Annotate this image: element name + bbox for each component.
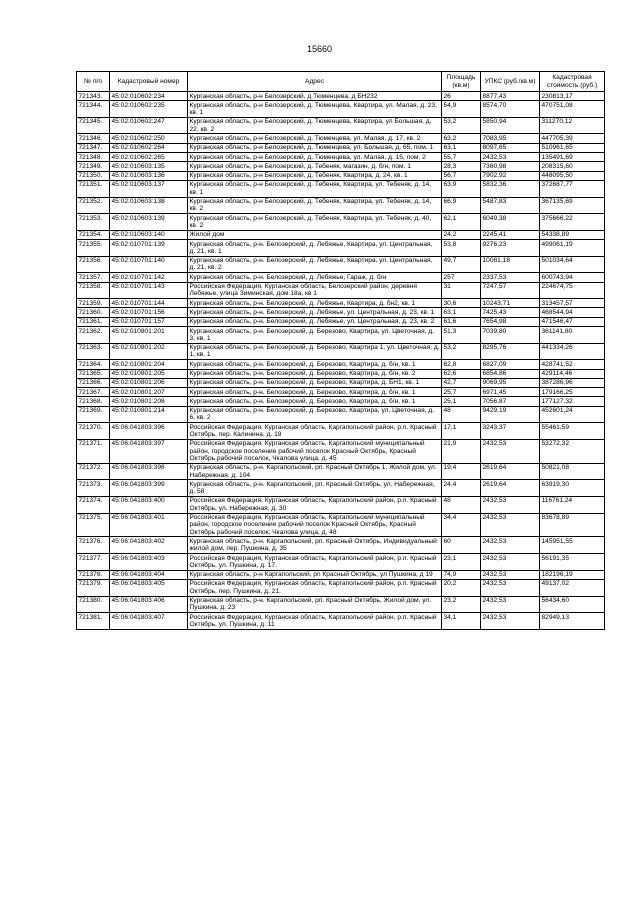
table-row (77, 92, 605, 101)
cadastral-cost-cell: 367135,69 (540, 197, 605, 214)
upks-cell: 2432,53 (481, 570, 540, 579)
table-row (77, 256, 605, 273)
area-cell: 63,1 (442, 308, 481, 317)
cadastral-number-cell: 45:02:010602:250 (110, 134, 188, 143)
row-number-cell: 721357. (77, 273, 110, 282)
table-row (77, 596, 605, 613)
row-number-cell: 721351. (77, 180, 110, 197)
address-cell: Курганская область, р-н Белозерский, д. Тебеняк, Квартира, ул. Тебеняк, д. 14, кв. 2 (188, 197, 442, 214)
table-row (77, 171, 605, 180)
cadastral-number-cell: 45:02:010603:135 (110, 162, 188, 171)
table-row (77, 496, 605, 513)
cadastral-cost-cell: 600743,94 (540, 273, 605, 282)
upks-cell: 8097,65 (481, 143, 540, 152)
address-cell: Курганская область, р-н Белозерский, д. Тебеняк, Квартира, ул. Тебеняк, д. 14, кв. 1 (188, 180, 442, 197)
address-cell: Курганская область, р-н. Белозерский, д. Лебяжье, ул. Центральная, д. 23, кв. 1 (188, 308, 442, 317)
row-number-cell: 721348. (77, 153, 110, 162)
address-cell: Курганская область, р-н. Каргапольский, рп. Красный Октябрь 1, Жилой дом, ул. Набережная, д. 104 (188, 463, 442, 480)
address-cell: Курганская область, р-н. Каргапольский, рп. Красный Октябрь, ул. Набережная, д. 58 (188, 480, 442, 497)
row-number-cell: 721358. (77, 282, 110, 299)
row-number-cell: 721345. (77, 117, 110, 134)
cadastral-number-cell: 45:06:041803:399 (110, 480, 188, 497)
cadastral-number-cell: 45:02:010602:247 (110, 117, 188, 134)
row-number-cell: 721378. (77, 570, 110, 579)
table-row (77, 537, 605, 554)
cadastral-number-cell: 45:02:010701:143 (110, 282, 188, 299)
area-cell: 61,6 (442, 317, 481, 326)
upks-cell: 5832,36 (481, 180, 540, 197)
table-row (77, 162, 605, 171)
table-row (77, 406, 605, 423)
address-cell: Курганская область, р-н. Белозерский, д. Березово, Квартира, ул. Цветочная, д. 3, кв. 1 (188, 327, 442, 344)
cadastral-cost-cell: 428741,52 (540, 360, 605, 369)
area-cell: 53,2 (442, 117, 481, 134)
upks-cell: 7654,98 (481, 317, 540, 326)
cadastral-number-cell: 45:02:010701:139 (110, 240, 188, 257)
address-cell: Российская Федерация, Курганская область, Каргапольский муниципальный район, городское поселение рабочий поселок Красный Октябрь, Красный Октябрь рабочий поселок, Чкалова улица, д. 45 (188, 439, 442, 463)
table-row (77, 282, 605, 299)
cadastral-number-cell: 45:02:010603:137 (110, 180, 188, 197)
cadastral-cost-cell: 499061,19 (540, 240, 605, 257)
row-number-cell: 721356. (77, 256, 110, 273)
row-number-cell: 721360. (77, 308, 110, 317)
address-cell: Курганская область, р-н. Белозерский, д. Березово, Квартира, д. б/н, кв. 1 (188, 360, 442, 369)
header-row (77, 72, 605, 92)
upks-cell: 2432,53 (481, 439, 540, 463)
table-row (77, 480, 605, 497)
table-row (77, 327, 605, 344)
address-cell: Курганская область, р-н Белозерский, д. Тюменцева, ул. Малая, д. 17, кв. 2 (188, 134, 442, 143)
cadastral-number-cell: 45:02:010603:140 (110, 230, 188, 239)
table-row (77, 299, 605, 308)
row-number-cell: 721359. (77, 299, 110, 308)
cadastral-number-cell: 45:06:041803:396 (110, 423, 188, 440)
cadastral-cost-cell: 63919,30 (540, 480, 605, 497)
address-cell: Курганская область, р-н Белозерский, д. Тюменцева, ул. Малая, д. 15, пом. 2 (188, 153, 442, 162)
row-number-cell: 721344. (77, 101, 110, 118)
table-row (77, 388, 605, 397)
cadastral-number-cell: 45:02:010801:202 (110, 343, 188, 360)
row-number-cell: 721376. (77, 537, 110, 554)
row-number-cell: 721366. (77, 378, 110, 387)
area-cell: 25,7 (442, 388, 481, 397)
cadastral-cost-cell: 468544,94 (540, 308, 605, 317)
cadastral-number-cell: 45:02:010801:214 (110, 406, 188, 423)
upks-cell: 7902,92 (481, 171, 540, 180)
row-number-cell: 721354. (77, 230, 110, 239)
row-number-cell: 721361. (77, 317, 110, 326)
cadastral-number-cell: 45:02:010602:234 (110, 92, 188, 101)
area-cell: 17,1 (442, 423, 481, 440)
cadastral-cost-cell: 448095,50 (540, 171, 605, 180)
table-body (77, 92, 605, 630)
address-cell: Курганская область, р-н. Белозерский, д. Лебяжье, Квартира, ул. Центральная, д. 21, кв. 2 (188, 256, 442, 273)
upks-cell: 7360,98 (481, 162, 540, 171)
table-row (77, 378, 605, 387)
upks-cell: 2432,53 (481, 537, 540, 554)
header-area: Площадь (кв.м) (442, 72, 481, 92)
cadastral-number-cell: 45:02:010801:205 (110, 369, 188, 378)
cadastral-cost-cell: 224674,75 (540, 282, 605, 299)
area-cell: 56,7 (442, 171, 481, 180)
table-row (77, 570, 605, 579)
table-row (77, 343, 605, 360)
row-number-cell: 721380. (77, 596, 110, 613)
address-cell: Курганская область, р-н Белозерский, д Тюменцева, д БН232 (188, 92, 442, 101)
row-number-cell: 721350. (77, 171, 110, 180)
upks-cell: 7039,80 (481, 327, 540, 344)
area-cell: 54,9 (442, 101, 481, 118)
address-cell: Курганская область, р-н. Каргапольский, рп. Красный Октябрь, Жилой дом, ул. Пушкина, д. 23 (188, 596, 442, 613)
row-number-cell: 721346. (77, 134, 110, 143)
cadastral-number-cell: 45:02:010701:156 (110, 308, 188, 317)
table-row (77, 117, 605, 134)
cadastral-cost-cell: 375666,22 (540, 214, 605, 231)
upks-cell: 7056,87 (481, 397, 540, 406)
area-cell: 24,4 (442, 480, 481, 497)
address-cell: Курганская область, р-н. Белозерский, д. Березово, Квартира, д. б/н, кв. 1 (188, 397, 442, 406)
upks-cell: 2432,53 (481, 596, 540, 613)
cadastral-cost-cell: 501034,64 (540, 256, 605, 273)
area-cell: 62,1 (442, 214, 481, 231)
address-cell: Курганская область, р-н Белозерский, д. Тюменцева, ул. Большая, д. 65, пом. 1 (188, 143, 442, 152)
header-num: № п/п (77, 72, 110, 92)
table-row (77, 143, 605, 152)
area-cell: 60 (442, 537, 481, 554)
row-number-cell: 721363. (77, 343, 110, 360)
upks-cell: 9069,95 (481, 378, 540, 387)
cadastral-number-cell: 45:06:041803:404 (110, 570, 188, 579)
table-row (77, 613, 605, 630)
cadastral-number-cell: 45:02:010801:207 (110, 388, 188, 397)
cadastral-number-cell: 45:02:010801:206 (110, 378, 188, 387)
table-row (77, 240, 605, 257)
area-cell: 48 (442, 496, 481, 513)
address-cell: Курганская область, р-н. Белозерский, д. Березово, Квартира, д. б/н, кв. 2 (188, 369, 442, 378)
cadastral-cost-cell: 49137,02 (540, 579, 605, 596)
cadastral-cost-cell: 135491,69 (540, 153, 605, 162)
table-row (77, 579, 605, 596)
table-row (77, 360, 605, 369)
upks-cell: 6971,45 (481, 388, 540, 397)
cadastral-cost-cell: 372687,77 (540, 180, 605, 197)
row-number-cell: 721372. (77, 463, 110, 480)
table-row (77, 397, 605, 406)
area-cell: 19,4 (442, 463, 481, 480)
address-cell: Курганская область, р-н. Белозерский, д. Лебяжье, Квартира, д. бн2, кв. 1 (188, 299, 442, 308)
header-upks: УПКС (руб./кв.м) (481, 72, 540, 92)
upks-cell: 2432,53 (481, 496, 540, 513)
table-row (77, 463, 605, 480)
table-row (77, 273, 605, 282)
cadastral-number-cell: 45:02:010603:138 (110, 197, 188, 214)
table-row (77, 513, 605, 537)
upks-cell: 2337,53 (481, 273, 540, 282)
area-cell: 55,7 (442, 153, 481, 162)
table-row (77, 180, 605, 197)
upks-cell: 10081,18 (481, 256, 540, 273)
area-cell: 66,9 (442, 197, 481, 214)
upks-cell: 2619,64 (481, 463, 540, 480)
row-number-cell: 721347. (77, 143, 110, 152)
address-cell: Курганская область, р-н Белозерский, д. Тюменцева, Квартира, ул. Малая, д. 23, кв. 1 (188, 101, 442, 118)
cadastral-number-cell: 45:02:010701:142 (110, 273, 188, 282)
area-cell: 23,2 (442, 596, 481, 613)
area-cell: 51,3 (442, 327, 481, 344)
upks-cell: 8574,70 (481, 101, 540, 118)
upks-cell: 2432,53 (481, 513, 540, 537)
area-cell: 49,7 (442, 256, 481, 273)
upks-cell: 6827,09 (481, 360, 540, 369)
cadastral-cost-cell: 471546,47 (540, 317, 605, 326)
table-row (77, 369, 605, 378)
cadastral-cost-cell: 361141,80 (540, 327, 605, 344)
page-number: 15660 (306, 44, 333, 54)
address-cell: Курганская область, р-н Белозерский, д. Тебеняк, магазин, д. б/н, пом. 1 (188, 162, 442, 171)
row-number-cell: 721352. (77, 197, 110, 214)
row-number-cell: 721343. (77, 92, 110, 101)
cadastral-cost-cell: 83678,89 (540, 513, 605, 537)
row-number-cell: 721377. (77, 554, 110, 571)
address-cell: Курганская область, р-н Белозерский, д. Тебеняк, Квартира, ул. Тебеняк, д. 40, кв. 2 (188, 214, 442, 231)
area-cell: 63,9 (442, 180, 481, 197)
row-number-cell: 721379. (77, 579, 110, 596)
cadastral-value-table (76, 71, 605, 630)
upks-cell: 9429,19 (481, 406, 540, 423)
cadastral-cost-cell: 470751,08 (540, 101, 605, 118)
table-row (77, 197, 605, 214)
address-cell: Курганская область, р-н. Белозерский, д. Березово, Квартира, д. БН1, кв. 1 (188, 378, 442, 387)
table-row (77, 308, 605, 317)
area-cell: 42,7 (442, 378, 481, 387)
cadastral-number-cell: 45:02:010701:144 (110, 299, 188, 308)
header-cadastral-number: Кадастровый номер (110, 72, 188, 92)
cadastral-number-cell: 45:06:041803:400 (110, 496, 188, 513)
area-cell: 53,8 (442, 240, 481, 257)
cadastral-cost-cell: 311270,12 (540, 117, 605, 134)
area-cell: 26 (442, 92, 481, 101)
upks-cell: 9276,23 (481, 240, 540, 257)
address-cell: Курганская область, р-н. Белозерский, д. Березово, Квартира, ул. Цветочная, д. 6, кв. 2 (188, 406, 442, 423)
cadastral-number-cell: 45:06:041803:398 (110, 463, 188, 480)
address-cell: Курганская область, р-н Белозерский, д. Тебеняк, Квартира, д. 24, кв. 1 (188, 171, 442, 180)
upks-cell: 2432,53 (481, 579, 540, 596)
table-row (77, 134, 605, 143)
cadastral-number-cell: 45:06:041803:403 (110, 554, 188, 571)
row-number-cell: 721373. (77, 480, 110, 497)
upks-cell: 7247,57 (481, 282, 540, 299)
area-cell: 20,2 (442, 579, 481, 596)
row-number-cell: 721375. (77, 513, 110, 537)
cadastral-number-cell: 45:02:010602:235 (110, 101, 188, 118)
table-header (77, 72, 605, 92)
area-cell: 34,1 (442, 613, 481, 630)
upks-cell: 3243,37 (481, 423, 540, 440)
cadastral-number-cell: 45:02:010602:264 (110, 143, 188, 152)
upks-cell: 5487,83 (481, 197, 540, 214)
address-cell: Российская Федерация, Курганская область, Каргапольский муниципальный район, городское поселение рабочий поселок Красный Октябрь, Красный Октябрь рабочий поселок, Чкалова улица, д. 48 (188, 513, 442, 537)
area-cell: 62,6 (442, 369, 481, 378)
upks-cell: 8295,76 (481, 343, 540, 360)
row-number-cell: 721364. (77, 360, 110, 369)
area-cell: 34,4 (442, 513, 481, 537)
upks-cell: 6049,38 (481, 214, 540, 231)
cadastral-number-cell: 45:02:010603:139 (110, 214, 188, 231)
row-number-cell: 721371. (77, 439, 110, 463)
cadastral-cost-cell: 145951,55 (540, 537, 605, 554)
table-row (77, 101, 605, 118)
address-cell: Курганская область, р-н Каргапольский, рп Красный Октябрь, ул Пушкина, д 19 (188, 570, 442, 579)
address-cell: Российская Федерация, Курганская область, Каргапольский район, р.п. Красный Октябрь, пер. Калинина, д. 19 (188, 423, 442, 440)
cadastral-cost-cell: 447705,39 (540, 134, 605, 143)
address-cell: Российская Федерация, Курганская область, Каргапольский район, р.п. Красный Октябрь, ул. Набережная, д. 30 (188, 496, 442, 513)
area-cell: 23,1 (442, 554, 481, 571)
upks-cell: 10243,71 (481, 299, 540, 308)
address-cell: Жилой дом (188, 230, 442, 239)
cadastral-number-cell: 45:06:041803:405 (110, 579, 188, 596)
table-row (77, 423, 605, 440)
cadastral-number-cell: 45:02:010801:204 (110, 360, 188, 369)
cadastral-cost-cell: 230813,17 (540, 92, 605, 101)
area-cell: 63,2 (442, 134, 481, 143)
cadastral-cost-cell: 313457,57 (540, 299, 605, 308)
address-cell: Курганская область, р-н. Каргапольский, рп. Красный Октябрь, Индивидуальный жилой дом, пер. Пушкина, д. 35 (188, 537, 442, 554)
upks-cell: 2245,41 (481, 230, 540, 239)
upks-cell: 7083,95 (481, 134, 540, 143)
cadastral-cost-cell: 177127,32 (540, 397, 605, 406)
row-number-cell: 721368. (77, 397, 110, 406)
area-cell: 257 (442, 273, 481, 282)
cadastral-cost-cell: 55461,59 (540, 423, 605, 440)
cadastral-cost-cell: 510961,65 (540, 143, 605, 152)
cadastral-cost-cell: 208315,60 (540, 162, 605, 171)
cadastral-number-cell: 45:02:010801:201 (110, 327, 188, 344)
upks-cell: 7425,43 (481, 308, 540, 317)
table-row (77, 153, 605, 162)
upks-cell: 2432,53 (481, 153, 540, 162)
cadastral-cost-cell: 441334,26 (540, 343, 605, 360)
cadastral-cost-cell: 53272,32 (540, 439, 605, 463)
table-row (77, 214, 605, 231)
table-row (77, 230, 605, 239)
upks-cell: 6854,86 (481, 369, 540, 378)
address-cell: Российская Федерация, Курганская область, Белозерский район, деревня Лебяжье, улица Зиминская, дом 18а, кв 1 (188, 282, 442, 299)
row-number-cell: 721362. (77, 327, 110, 344)
cadastral-number-cell: 45:06:041803:407 (110, 613, 188, 630)
address-cell: Российская Федерация, Курганская область, Каргапольский район, р.п. Красный Октябрь, ул. Пушкина, д. 11 (188, 613, 442, 630)
header-address: Адрес (188, 72, 442, 92)
cadastral-cost-cell: 116761,24 (540, 496, 605, 513)
address-cell: Курганская область, р-н. Белозерский, д. Лебяжье, Квартира, ул. Центральная, д. 21, кв. 1 (188, 240, 442, 257)
cadastral-number-cell: 45:06:041803:397 (110, 439, 188, 463)
area-cell: 53,2 (442, 343, 481, 360)
row-number-cell: 721365. (77, 369, 110, 378)
cadastral-cost-cell: 387286,96 (540, 378, 605, 387)
row-number-cell: 721349. (77, 162, 110, 171)
cadastral-number-cell: 45:02:010801:208 (110, 397, 188, 406)
table-row (77, 317, 605, 326)
row-number-cell: 721353. (77, 214, 110, 231)
address-cell: Курганская область, р-н. Белозерский, д. Лебяжье, Гараж, д. б/н (188, 273, 442, 282)
upks-cell: 2432,53 (481, 554, 540, 571)
area-cell: 74,9 (442, 570, 481, 579)
cadastral-cost-cell: 82949,13 (540, 613, 605, 630)
upks-cell: 2432,53 (481, 613, 540, 630)
header-cadastral-cost: Кадастровая стоимость (руб.) (540, 72, 605, 92)
row-number-cell: 721355. (77, 240, 110, 257)
table-row (77, 554, 605, 571)
cadastral-number-cell: 45:02:010602:265 (110, 153, 188, 162)
upks-cell: 8877,43 (481, 92, 540, 101)
cadastral-cost-cell: 452601,24 (540, 406, 605, 423)
area-cell: 24,2 (442, 230, 481, 239)
address-cell: Курганская область, р-н. Белозерский, д. Березово, Квартира 1, ул. Цветочная, д. 1, кв. 1 (189, 344, 440, 359)
cadastral-cost-cell: 56434,60 (540, 596, 605, 613)
area-cell: 63,1 (442, 143, 481, 152)
upks-cell: 5850,94 (481, 117, 540, 134)
table-row (77, 439, 605, 463)
area-cell: 48 (442, 406, 481, 423)
area-cell: 25,1 (442, 397, 481, 406)
cadastral-cost-cell: 56191,35 (540, 554, 605, 571)
cadastral-number-cell: 45:06:041803:406 (110, 596, 188, 613)
row-number-cell: 721369. (77, 406, 110, 423)
area-cell: 62,8 (442, 360, 481, 369)
cadastral-cost-cell: 54338,89 (540, 230, 605, 239)
row-number-cell: 721370. (77, 423, 110, 440)
address-cell: Российская Федерация, Курганская область, Каргапольский район, р.п. Красный Октябрь, пер. Пушкина, д. 21. (188, 579, 442, 596)
cadastral-cost-cell: 429114,46 (540, 369, 605, 378)
cadastral-number-cell: 45:02:010603:136 (110, 171, 188, 180)
row-number-cell: 721374. (77, 496, 110, 513)
area-cell: 30,6 (442, 299, 481, 308)
cadastral-number-cell: 45:02:010701:157 (110, 317, 188, 326)
address-cell: Курганская область, р-н. Белозерский, д. Лебяжье, ул. Центральная, д. 23, кв. 2 (188, 317, 442, 326)
area-cell: 28,3 (442, 162, 481, 171)
cadastral-number-cell: 45:06:041803:401 (110, 513, 188, 537)
area-cell: 21,9 (442, 439, 481, 463)
row-number-cell: 721367. (77, 388, 110, 397)
row-number-cell: 721381. (77, 613, 110, 630)
area-cell: 31 (442, 282, 481, 299)
cadastral-cost-cell: 50821,08 (540, 463, 605, 480)
address-cell: Курганская область, р-н. Белозерский, д. Березово, Квартира, д. б/н, кв. 1 (188, 388, 442, 397)
cadastral-number-cell: 45:02:010701:140 (110, 256, 188, 273)
cadastral-number-cell: 45:06:041803:402 (110, 537, 188, 554)
cadastral-cost-cell: 179166,25 (540, 388, 605, 397)
address-cell: Российская Федерация, Курганская область, Каргапольский район, р.п. Красный Октябрь, ул. Пушкина, д. 17. (188, 554, 442, 571)
upks-cell: 2619,64 (481, 480, 540, 497)
cadastral-cost-cell: 182196,19 (540, 570, 605, 579)
address-cell: Курганская область, р-н Белозерский, д. Тюменцева, Квартира, ул Большая, д. 22, кв. 2 (188, 117, 442, 134)
